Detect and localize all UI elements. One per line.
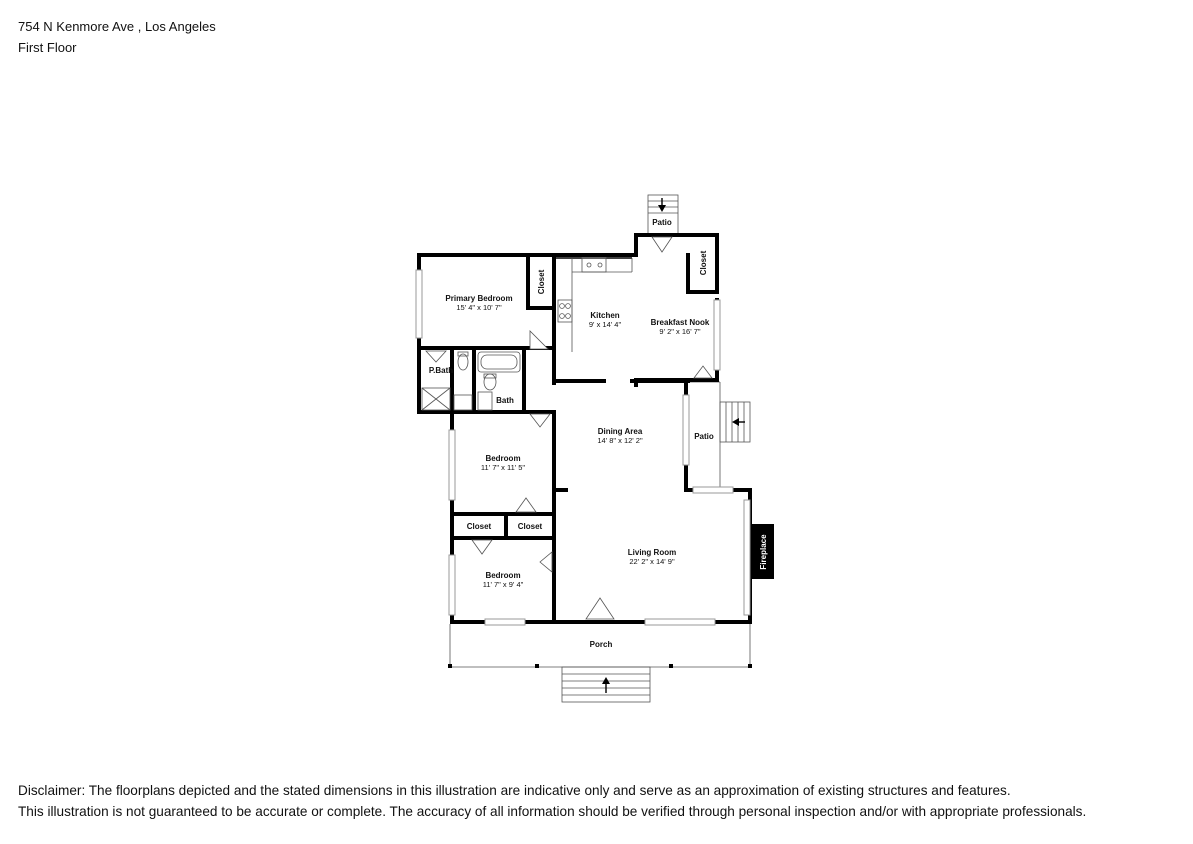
label-closet-primary: Closet — [537, 269, 546, 295]
label-patio-top: Patio — [652, 218, 672, 227]
kitchen-fixtures — [556, 258, 632, 352]
label-pbath: P.Bath — [428, 366, 454, 375]
disclaimer-line-2: This illustration is not guaranteed to be accurate or complete. The accuracy of all information should be verified through personal inspection and/or with appropriate professionals. — [18, 804, 1087, 819]
dims-living-room: 22' 2" x 14' 9" — [629, 557, 675, 566]
label-bath: Bath — [496, 396, 514, 405]
label-bedroom-2: Bedroom — [485, 571, 521, 580]
label-closet-a: Closet — [466, 522, 492, 531]
label-bedroom-1: Bedroom — [485, 454, 521, 463]
property-address: 754 N Kenmore Ave , Los Angeles — [18, 19, 216, 34]
label-kitchen: Kitchen — [590, 311, 620, 320]
label-fireplace: Fireplace — [759, 534, 768, 570]
patio-steps-right — [720, 402, 750, 442]
dims-breakfast-nook: 9' 2" x 16' 7" — [659, 327, 701, 336]
patio-steps-top — [648, 195, 678, 235]
dims-primary-bedroom: 15' 4" x 10' 7" — [456, 303, 502, 312]
label-primary-bedroom: Primary Bedroom — [445, 294, 513, 303]
label-patio-right: Patio — [694, 432, 714, 441]
dims-bedroom-1: 11' 7" x 11' 5" — [480, 463, 526, 472]
label-breakfast-nook: Breakfast Nook — [650, 318, 710, 327]
label-living-room: Living Room — [627, 548, 677, 557]
disclaimer-line-1: Disclaimer: The floorplans depicted and the stated dimensions in this illustration are indicative only and serve as an approximation of existing structures and features. — [18, 783, 1011, 798]
dims-dining-area: 14' 8" x 12' 2" — [597, 436, 643, 445]
label-porch: Porch — [589, 640, 613, 649]
dims-kitchen: 9' x 14' 4" — [588, 320, 622, 329]
label-dining-area: Dining Area — [597, 427, 643, 436]
label-closet-b: Closet — [517, 522, 543, 531]
dims-bedroom-2: 11' 7" x 9' 4" — [482, 580, 524, 589]
floor-title: First Floor — [18, 40, 77, 55]
front-steps — [562, 667, 650, 702]
label-closet-nook: Closet — [699, 250, 708, 276]
